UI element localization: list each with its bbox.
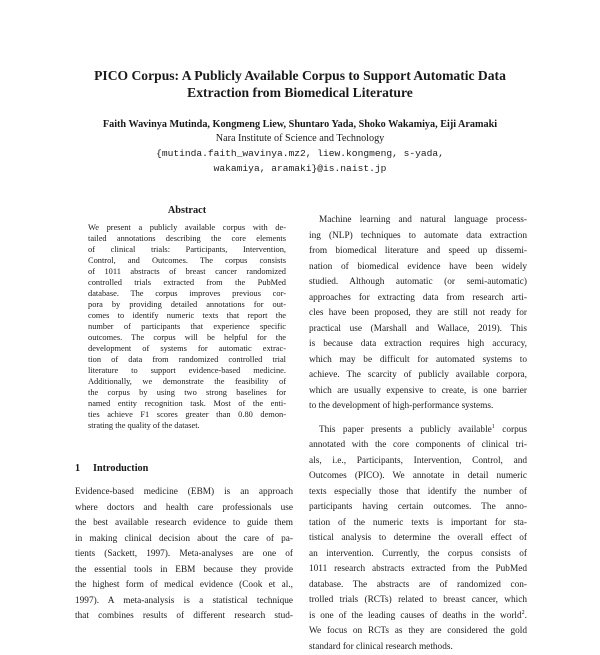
email-line: {mutinda.faith_wavinya.mz2, liew.kongmeng, s-yada,: [40, 146, 560, 161]
text-line: ing (NLP) techniques to automate data extraction: [309, 229, 527, 245]
email-block: [40, 146, 560, 176]
text-line: an intervention. Currently, the corpus consists of: [309, 547, 527, 563]
text-line: ties achieve F1 scores greater than 0.80 demon-: [88, 409, 286, 420]
section-title: Introduction: [93, 463, 148, 474]
text-line: annotated with the core components of clinical tri-: [309, 438, 527, 454]
text-line: Control, and Outcomes. The corpus consists: [88, 255, 286, 266]
text-line: tients (Sackett, 1997). Meta-analyses are one of: [75, 547, 293, 563]
text-fragment: is one of the leading causes of deaths in the world: [309, 611, 522, 621]
right-column: [309, 213, 527, 655]
paragraph: [309, 438, 527, 609]
text-line: We present a publicly available corpus with de-: [88, 222, 286, 233]
text-line: which are usually expensive to create, is one barrier: [309, 384, 527, 400]
footnote-marker: 2: [522, 609, 525, 615]
paragraph: [309, 213, 527, 415]
text-line: tion of data from randomized controlled trial: [88, 354, 286, 365]
section-heading: [75, 463, 148, 474]
text-line: Evidence-based medicine (EBM) is an approach: [75, 485, 293, 501]
text-line: Outcomes (PICO). We annotate in detail numeric: [309, 469, 527, 485]
intro-body: [75, 485, 293, 625]
section-number: 1: [75, 463, 93, 474]
text-line: development of systems for automatic extrac-: [88, 343, 286, 354]
title-line: PICO Corpus: A Publicly Available Corpus to Support Automatic Data: [40, 67, 560, 84]
text-fragment: .: [525, 611, 527, 621]
paper-title: [40, 67, 560, 101]
text-line: 1997). A meta-analysis is a statistical technique: [75, 594, 293, 610]
abstract-heading: Abstract: [88, 205, 286, 216]
abstract-body: [88, 222, 286, 431]
text-line: als, i.e., Participants, Intervention, Control, and: [309, 454, 527, 470]
text-line: database. The abstracts are of randomized con-: [309, 578, 527, 594]
text-line: participants having certain outcomes. The anno-: [309, 500, 527, 516]
text-line: to the development of high-performance systems.: [309, 399, 527, 415]
text-line: studied. Although automatic (or semi-automatic): [309, 275, 527, 291]
text-line: in making clinical decision about the care of pa-: [75, 532, 293, 548]
text-line: the best available research evidence to guide them: [75, 516, 293, 532]
text-line: [309, 609, 527, 625]
text-line: named entity recognition task. Most of the enti-: [88, 398, 286, 409]
text-line: controlled trials extracted from the PubMed: [88, 277, 286, 288]
text-fragment: This paper presents a publicly available: [319, 425, 492, 435]
text-line: outcomes. The corpus will be helpful for the: [88, 332, 286, 343]
text-line: that combines results of different research stud-: [75, 609, 293, 625]
text-line: of clinical trials: Participants, Intervention,: [88, 244, 286, 255]
text-line: nation of biomedical evidence have been widely: [309, 260, 527, 276]
text-line: from biomedical literature and speed up dissemi-: [309, 244, 527, 260]
author-list: Faith Wavinya Mutinda, Kongmeng Liew, Shuntaro Yada, Shoko Wakamiya, Eiji Aramaki: [40, 118, 560, 132]
text-line: comes to identify numeric texts that report the: [88, 310, 286, 321]
text-line: the highest form of medical evidence (Cook et al.,: [75, 578, 293, 594]
text-line: which may be difficult for automated systems to: [309, 353, 527, 369]
email-line: wakamiya, aramaki}@is.naist.jp: [40, 161, 560, 176]
text-line: trolled trials (RCTs) related to breast cancer, which: [309, 593, 527, 609]
title-line: Extraction from Biomedical Literature: [40, 84, 560, 101]
paragraph-gap: [309, 415, 527, 423]
affiliation: Nara Institute of Science and Technology: [40, 132, 560, 146]
text-line: tailed annotations describing the core elements: [88, 233, 286, 244]
text-line: 1011 research abstracts extracted from the PubMed: [309, 562, 527, 578]
text-line: tation of the numeric texts is important for sta-: [309, 516, 527, 532]
text-line: Additionally, we demonstrate the feasibility of: [88, 376, 286, 387]
text-line: strating the quality of the dataset.: [88, 420, 286, 431]
text-line: We focus on RCTs as they are considered the gold: [309, 624, 527, 640]
text-line: literature to support evidence-based medicine.: [88, 365, 286, 376]
text-fragment: corpus: [495, 425, 527, 435]
text-line: texts especially those that identify the number of: [309, 485, 527, 501]
text-line: practical use (Marshall and Wallace, 2019). This: [309, 322, 527, 338]
text-line: database. The corpus improves previous cor-: [88, 288, 286, 299]
text-line: pora by providing detailed annotations for out-: [88, 299, 286, 310]
text-line: [309, 423, 527, 439]
text-line: of 1011 abstracts of breast cancer randomized: [88, 266, 286, 277]
text-line: cles have been proposed, they are still not ready for: [309, 306, 527, 322]
text-line: Machine learning and natural language process-: [309, 213, 527, 229]
text-line: achieve. The scarcity of publicly available corpora,: [309, 368, 527, 384]
text-line: the essential tools in EBM because they provide: [75, 563, 293, 579]
text-line: approaches for extracting data from research arti-: [309, 291, 527, 307]
text-line: the corpus by using two strong baselines for: [88, 387, 286, 398]
text-line: is because data extraction requires high accuracy,: [309, 337, 527, 353]
text-line: number of participants that experience specific: [88, 321, 286, 332]
text-line: tistical analysis to determine the overall effect of: [309, 531, 527, 547]
text-line: where doctors and health care professionals use: [75, 501, 293, 517]
footnote-marker: 1: [492, 423, 495, 429]
text-line: standard for clinical research methods.: [309, 640, 527, 655]
paragraph: [309, 624, 527, 655]
